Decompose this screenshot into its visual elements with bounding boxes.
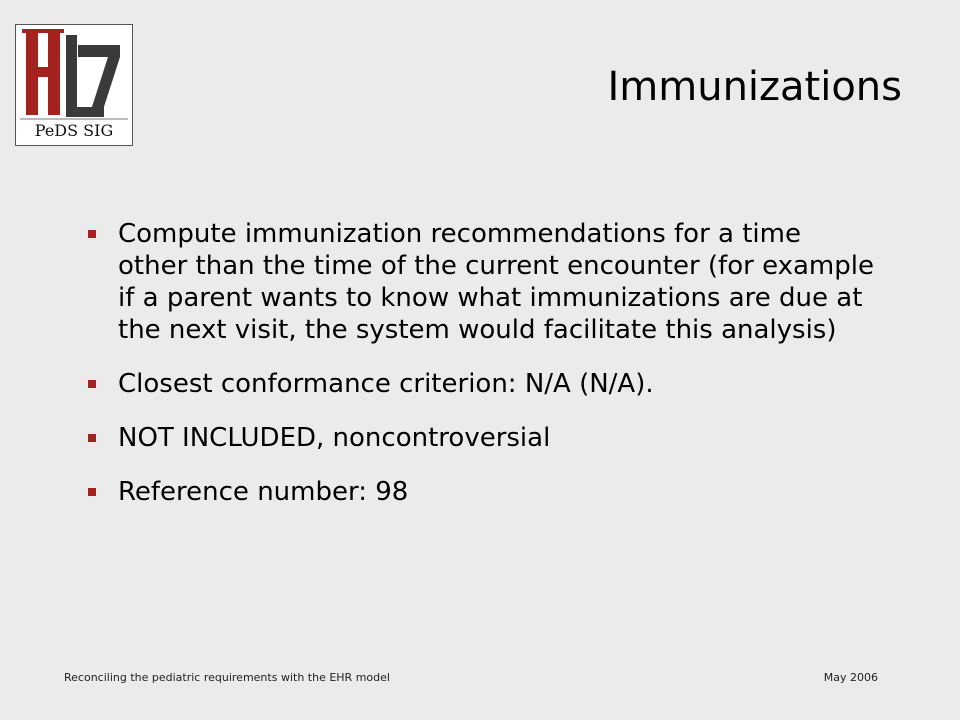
bullet-text: Closest conformance criterion: N/A (N/A). xyxy=(118,369,654,399)
bullet-item xyxy=(88,422,878,454)
footer-caption: Reconciling the pediatric requirements with the EHR model xyxy=(64,671,390,684)
bullet-item xyxy=(88,218,878,346)
square-bullet-icon xyxy=(88,230,96,238)
bullet-text: Reference number: 98 xyxy=(118,477,409,507)
bullet-item xyxy=(88,368,878,400)
slide-title: Immunizations xyxy=(607,64,902,110)
footer-date: May 2006 xyxy=(823,671,878,684)
hl7-peds-sig-logo xyxy=(15,24,133,146)
bullet-list xyxy=(88,218,878,530)
bullet-text: NOT INCLUDED, noncontroversial xyxy=(118,423,551,453)
bullet-item xyxy=(88,476,878,508)
square-bullet-icon xyxy=(88,488,96,496)
logo-text: PeDS SIG xyxy=(34,121,114,140)
square-bullet-icon xyxy=(88,434,96,442)
square-bullet-icon xyxy=(88,380,96,388)
bullet-text: Compute immunization recommendations for a time other than the time of the current encounter (for example if a parent wants to know what immunizations are due at the next visit, the system would facilitate this analysis) xyxy=(118,219,874,345)
